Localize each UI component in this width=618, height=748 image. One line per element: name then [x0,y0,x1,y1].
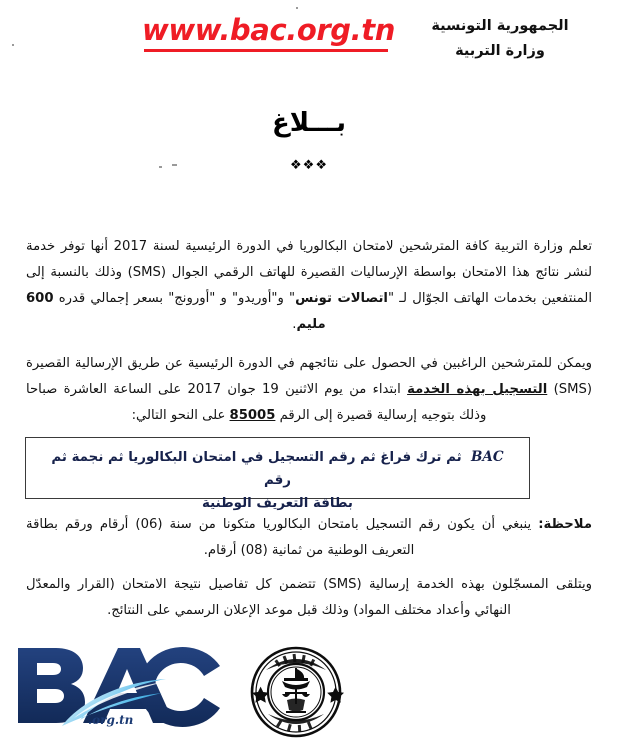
scan-speck [159,166,162,168]
sms-format-line-2: بطاقة التعريف الوطنية [202,496,353,511]
paragraph-1-segment-2: " و"أوريدو" و "أورونج" بسعر إجمالي قدره [53,291,296,306]
closing-paragraph: ويتلقى المسجّلون بهذه الخدمة إرسالية (SMS) تتضمن كل تفاصيل نتيجة الامتحان (القرار والمعدّل النهائي وأعداد مختلف المواد) وذلك قبل موعد الإعلان الرسمي على النتائج. [26,577,592,618]
paragraph-2-segment-3: على النحو التالي: [131,408,230,423]
note-text: ينبغي أن يكون رقم التسجيل بامتحان البكالوريا متكونا من سنة (06) أرقام ورقم بطاقة التعريف الوطنية من ثمانية (08) أرقام. [26,517,539,558]
page-title [0,108,618,138]
note-paragraph [26,512,592,564]
seal-emblem-lion [287,699,305,712]
ministry-label: وزارة التربية [455,43,545,59]
seal-emblem-base [286,711,306,713]
note-section [26,512,592,564]
operator-name-bold: اتصالات تونس [295,291,388,306]
site-url-underline [144,49,388,52]
paragraph-1-segment-3: . [292,317,297,332]
paragraph-registration-notice [26,351,592,429]
site-url-link[interactable]: www.bac.org.tn [142,13,395,47]
sms-format-line-1-text: ثم ترك فراغ ثم رقم التسجيل في امتحان البكالوريا ثم نجمة ثم رقم [51,450,462,488]
title-ornament: ❖❖❖ [290,158,328,173]
bac-logo-graphic [14,644,230,736]
seal-emblem-sail [297,669,304,679]
closing-section [26,572,592,624]
seal-emblem-mast [295,668,297,680]
seal-star-left [252,687,269,703]
bac-logo [14,644,230,736]
note-label: ملاحظة: [538,517,592,532]
price-bold: 600 مليم [26,291,326,332]
paragraph-2-segment-2: ابتداء من يوم الاثنين 19 جوان 2017 على الساعة العاشرة صباحا وذلك بتوجيه إرسالية قصيرة إلى الرقم [26,382,487,423]
registration-phrase-underlined: التسجيل بهذه الخدمة [407,382,548,397]
paragraph-2-segment-1: ويمكن للمترشحين الراغبين في الحصول على نتائجهم في الدورة الرئيسية عن طريق الإرسالية القصيرة (SMS) [26,356,593,397]
seal-emblem-pan-right [302,694,310,697]
bac-tagline: .org.tn [88,713,134,727]
seal-emblem-pan-left [282,694,290,697]
scan-speck [296,7,298,9]
bac-letter-b [18,648,85,723]
document-footer [0,640,618,748]
paragraph-service-notice [26,234,592,338]
republic-label: الجمهورية التونسية [431,18,569,34]
sms-format-box [25,437,530,511]
tunisian-republic-seal [244,644,348,744]
seal-emblem [282,668,310,713]
sms-format-line-1 [38,446,517,492]
sms-format-text [26,438,529,515]
page-title-text: بـــلاغ [272,108,346,138]
scan-speck [12,44,14,46]
government-heading [400,14,600,64]
scan-speck [172,164,177,166]
seal-graphic [244,644,348,744]
sms-shortcode-underlined: 85005 [229,408,276,423]
sms-keyword-bac: BAC [470,449,504,465]
document-header [0,0,618,92]
announcement-body [26,234,592,429]
paragraph-1-segment-1: تعلم وزارة التربية كافة المترشحين لامتحان البكالوريا في الدورة الرئيسية لسنة 2017 أنها توفر خدمة لنشر نتائج هذا الامتحان بواسطة الإرساليات القصيرة للهاتف الرقمي الجوال (SMS) وذلك بالنسبة إلى المنتفعين بخدمات الهاتف الجوّال لـ " [26,239,592,306]
